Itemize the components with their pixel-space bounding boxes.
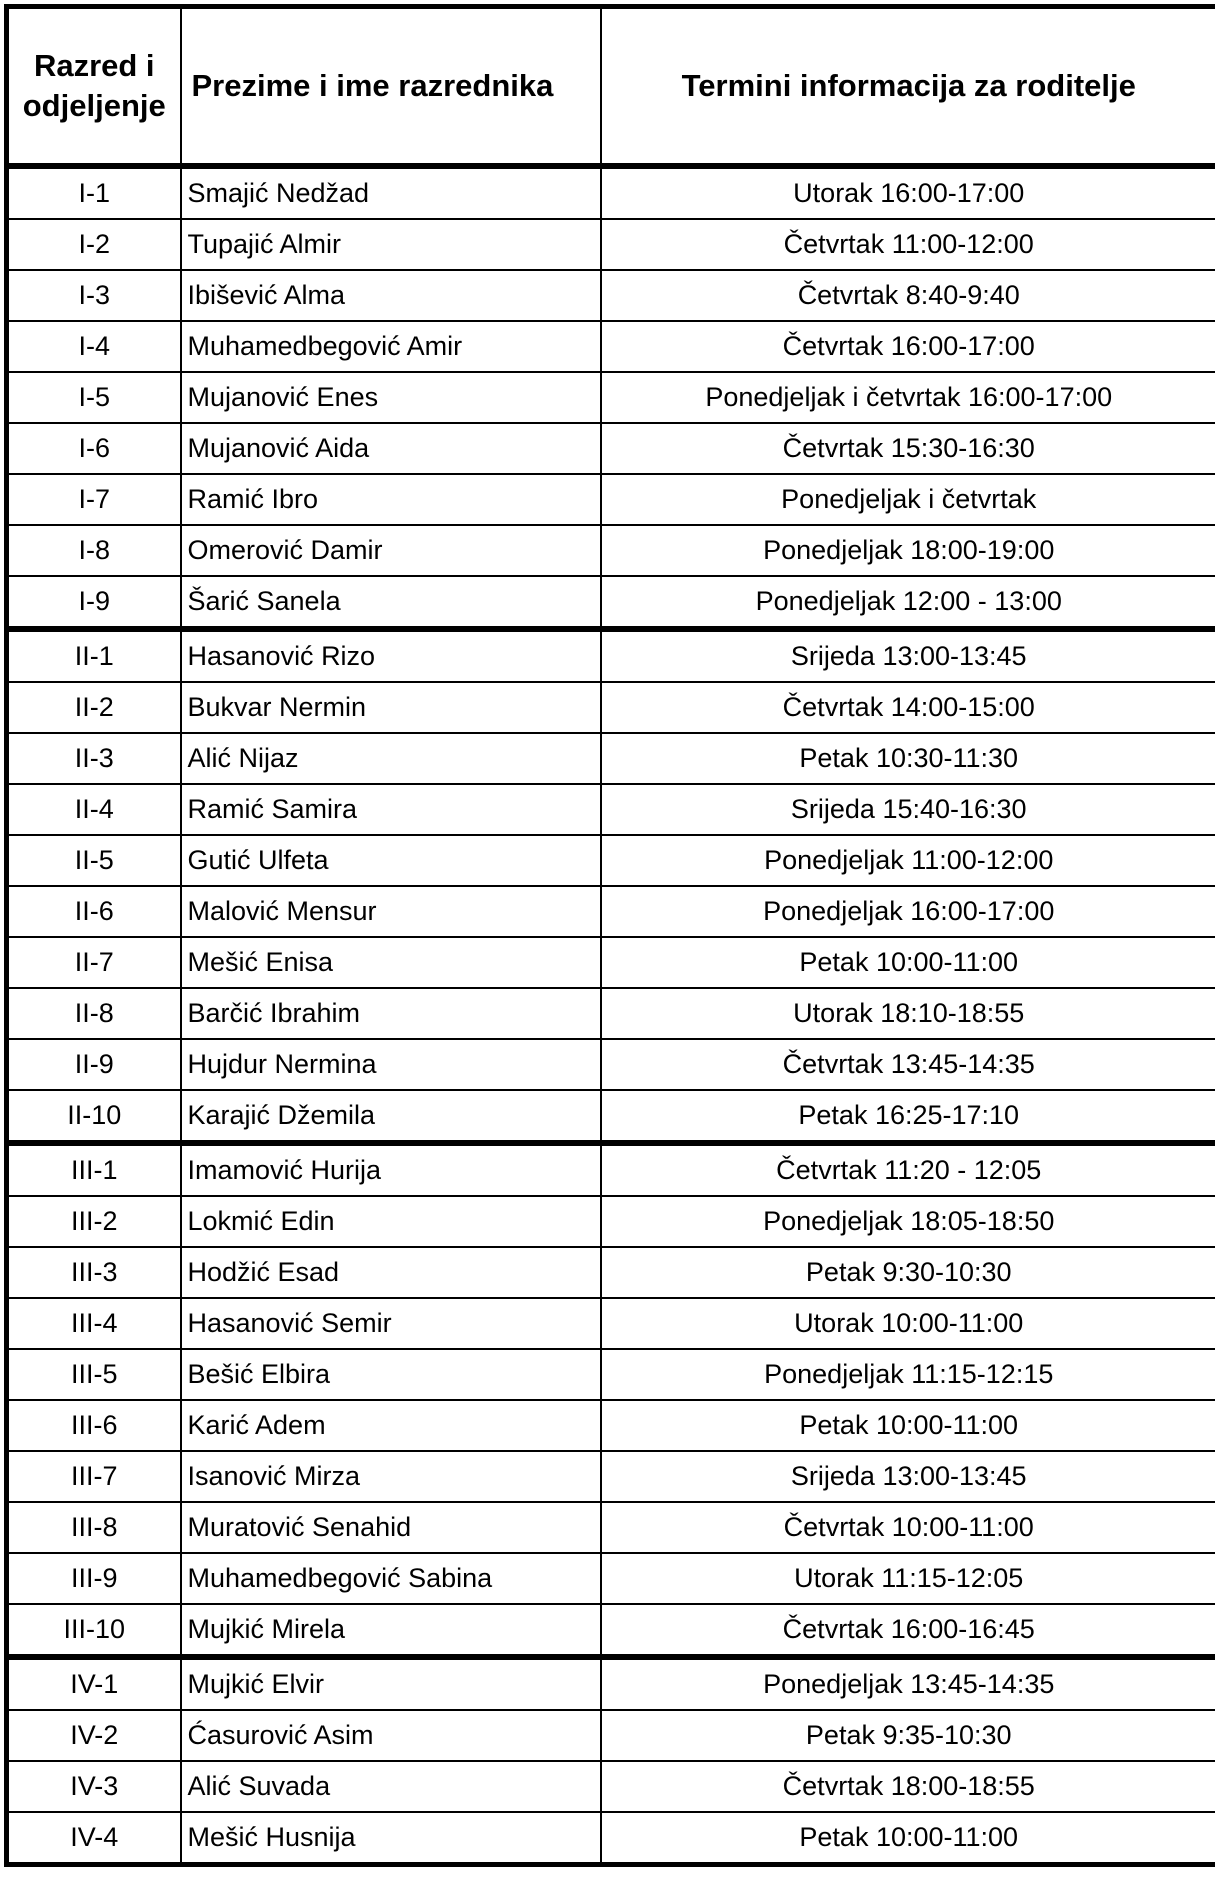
class-cell: I-5 xyxy=(7,372,181,423)
table-row xyxy=(7,1502,1215,1553)
table-row xyxy=(7,166,1215,219)
time-cell: Četvrtak 15:30-16:30 xyxy=(601,423,1215,474)
table-row xyxy=(7,1400,1215,1451)
class-cell: III-3 xyxy=(7,1247,181,1298)
class-cell: III-8 xyxy=(7,1502,181,1553)
time-cell: Ponedjeljak 11:00-12:00 xyxy=(601,835,1215,886)
table-row xyxy=(7,835,1215,886)
class-cell: II-10 xyxy=(7,1090,181,1143)
teacher-cell: Gutić Ulfeta xyxy=(181,835,601,886)
time-cell: Srijeda 15:40-16:30 xyxy=(601,784,1215,835)
table-row xyxy=(7,1349,1215,1400)
time-cell: Četvrtak 11:00-12:00 xyxy=(601,219,1215,270)
class-cell: I-6 xyxy=(7,423,181,474)
teacher-cell: Muhamedbegović Sabina xyxy=(181,1553,601,1604)
time-cell: Petak 10:00-11:00 xyxy=(601,1400,1215,1451)
class-cell: I-8 xyxy=(7,525,181,576)
time-cell: Četvrtak 14:00-15:00 xyxy=(601,682,1215,733)
time-cell: Srijeda 13:00-13:45 xyxy=(601,1451,1215,1502)
time-cell: Četvrtak 16:00-16:45 xyxy=(601,1604,1215,1657)
table-row xyxy=(7,784,1215,835)
table-row xyxy=(7,1812,1215,1865)
class-cell: III-2 xyxy=(7,1196,181,1247)
class-cell: II-9 xyxy=(7,1039,181,1090)
time-cell: Petak 10:00-11:00 xyxy=(601,1812,1215,1865)
header-teacher: Prezime i ime razrednika xyxy=(181,7,601,167)
table-row xyxy=(7,474,1215,525)
teacher-cell: Mešić Enisa xyxy=(181,937,601,988)
class-cell: II-1 xyxy=(7,629,181,682)
time-cell: Srijeda 13:00-13:45 xyxy=(601,629,1215,682)
class-cell: II-8 xyxy=(7,988,181,1039)
time-cell: Ponedjeljak 11:15-12:15 xyxy=(601,1349,1215,1400)
table-row xyxy=(7,1761,1215,1812)
table-row xyxy=(7,1604,1215,1657)
time-cell: Četvrtak 8:40-9:40 xyxy=(601,270,1215,321)
teacher-cell: Tupajić Almir xyxy=(181,219,601,270)
class-cell: III-6 xyxy=(7,1400,181,1451)
time-cell: Četvrtak 10:00-11:00 xyxy=(601,1502,1215,1553)
teacher-cell: Bukvar Nermin xyxy=(181,682,601,733)
teacher-cell: Mujanović Aida xyxy=(181,423,601,474)
table-row xyxy=(7,1298,1215,1349)
class-cell: II-6 xyxy=(7,886,181,937)
time-cell: Utorak 18:10-18:55 xyxy=(601,988,1215,1039)
teacher-cell: Hasanović Semir xyxy=(181,1298,601,1349)
class-cell: III-4 xyxy=(7,1298,181,1349)
teacher-cell: Alić Nijaz xyxy=(181,733,601,784)
table-row xyxy=(7,682,1215,733)
teacher-cell: Ramić Ibro xyxy=(181,474,601,525)
teacher-cell: Hujdur Nermina xyxy=(181,1039,601,1090)
table-row xyxy=(7,629,1215,682)
class-cell: I-2 xyxy=(7,219,181,270)
class-cell: II-7 xyxy=(7,937,181,988)
teacher-cell: Mujkić Mirela xyxy=(181,1604,601,1657)
time-cell: Ponedjeljak 13:45-14:35 xyxy=(601,1657,1215,1710)
teacher-cell: Ibišević Alma xyxy=(181,270,601,321)
table-row xyxy=(7,1553,1215,1604)
class-cell: I-9 xyxy=(7,576,181,629)
time-cell: Ponedjeljak 16:00-17:00 xyxy=(601,886,1215,937)
time-cell: Četvrtak 13:45-14:35 xyxy=(601,1039,1215,1090)
teacher-cell: Lokmić Edin xyxy=(181,1196,601,1247)
teacher-cell: Ćasurović Asim xyxy=(181,1710,601,1761)
time-cell: Utorak 11:15-12:05 xyxy=(601,1553,1215,1604)
time-cell: Petak 16:25-17:10 xyxy=(601,1090,1215,1143)
teacher-cell: Hasanović Rizo xyxy=(181,629,601,682)
class-cell: IV-3 xyxy=(7,1761,181,1812)
class-cell: II-5 xyxy=(7,835,181,886)
table-row xyxy=(7,576,1215,629)
teacher-cell: Malović Mensur xyxy=(181,886,601,937)
teacher-cell: Karić Adem xyxy=(181,1400,601,1451)
table-row xyxy=(7,1196,1215,1247)
table-row xyxy=(7,937,1215,988)
table-body xyxy=(7,166,1215,1865)
class-cell: II-2 xyxy=(7,682,181,733)
teacher-cell: Muhamedbegović Amir xyxy=(181,321,601,372)
header-class: Razred i odjeljenje xyxy=(7,7,181,167)
time-cell: Ponedjeljak 12:00 - 13:00 xyxy=(601,576,1215,629)
teacher-cell: Barčić Ibrahim xyxy=(181,988,601,1039)
teacher-cell: Isanović Mirza xyxy=(181,1451,601,1502)
class-cell: III-9 xyxy=(7,1553,181,1604)
teacher-cell: Muratović Senahid xyxy=(181,1502,601,1553)
teacher-cell: Hodžić Esad xyxy=(181,1247,601,1298)
time-cell: Četvrtak 11:20 - 12:05 xyxy=(601,1143,1215,1196)
table-row xyxy=(7,1247,1215,1298)
teacher-cell: Bešić Elbira xyxy=(181,1349,601,1400)
time-cell: Petak 9:35-10:30 xyxy=(601,1710,1215,1761)
teacher-cell: Ramić Samira xyxy=(181,784,601,835)
time-cell: Četvrtak 16:00-17:00 xyxy=(601,321,1215,372)
time-cell: Petak 10:00-11:00 xyxy=(601,937,1215,988)
time-cell: Ponedjeljak i četvrtak 16:00-17:00 xyxy=(601,372,1215,423)
class-cell: I-4 xyxy=(7,321,181,372)
teacher-cell: Mujanović Enes xyxy=(181,372,601,423)
class-cell: III-1 xyxy=(7,1143,181,1196)
table-row xyxy=(7,1090,1215,1143)
header-times: Termini informacija za roditelje xyxy=(601,7,1215,167)
class-cell: III-7 xyxy=(7,1451,181,1502)
class-cell: II-4 xyxy=(7,784,181,835)
table-row xyxy=(7,1657,1215,1710)
teacher-cell: Alić Suvada xyxy=(181,1761,601,1812)
teacher-cell: Mujkić Elvir xyxy=(181,1657,601,1710)
table-header-row xyxy=(7,7,1215,167)
table-row xyxy=(7,525,1215,576)
time-cell: Utorak 10:00-11:00 xyxy=(601,1298,1215,1349)
table-row xyxy=(7,886,1215,937)
class-cell: I-1 xyxy=(7,166,181,219)
schedule-sheet xyxy=(4,4,1215,1875)
class-cell: IV-2 xyxy=(7,1710,181,1761)
class-cell: IV-4 xyxy=(7,1812,181,1865)
class-cell: III-5 xyxy=(7,1349,181,1400)
table-row xyxy=(7,1710,1215,1761)
table-row xyxy=(7,219,1215,270)
parent-info-schedule-table xyxy=(4,4,1215,1867)
table-row xyxy=(7,1143,1215,1196)
teacher-cell: Šarić Sanela xyxy=(181,576,601,629)
time-cell: Utorak 16:00-17:00 xyxy=(601,166,1215,219)
table-row xyxy=(7,321,1215,372)
table-row xyxy=(7,423,1215,474)
class-cell: I-3 xyxy=(7,270,181,321)
teacher-cell: Smajić Nedžad xyxy=(181,166,601,219)
table-row xyxy=(7,1451,1215,1502)
class-cell: II-3 xyxy=(7,733,181,784)
class-cell: IV-1 xyxy=(7,1657,181,1710)
time-cell: Ponedjeljak 18:05-18:50 xyxy=(601,1196,1215,1247)
table-row xyxy=(7,270,1215,321)
teacher-cell: Imamović Hurija xyxy=(181,1143,601,1196)
time-cell: Ponedjeljak 18:00-19:00 xyxy=(601,525,1215,576)
time-cell: Petak 9:30-10:30 xyxy=(601,1247,1215,1298)
teacher-cell: Karajić Džemila xyxy=(181,1090,601,1143)
table-row xyxy=(7,372,1215,423)
teacher-cell: Mešić Husnija xyxy=(181,1812,601,1865)
table-row xyxy=(7,988,1215,1039)
time-cell: Petak 10:30-11:30 xyxy=(601,733,1215,784)
table-row xyxy=(7,733,1215,784)
table-row xyxy=(7,1039,1215,1090)
time-cell: Četvrtak 18:00-18:55 xyxy=(601,1761,1215,1812)
class-cell: I-7 xyxy=(7,474,181,525)
teacher-cell: Omerović Damir xyxy=(181,525,601,576)
time-cell: Ponedjeljak i četvrtak xyxy=(601,474,1215,525)
class-cell: III-10 xyxy=(7,1604,181,1657)
